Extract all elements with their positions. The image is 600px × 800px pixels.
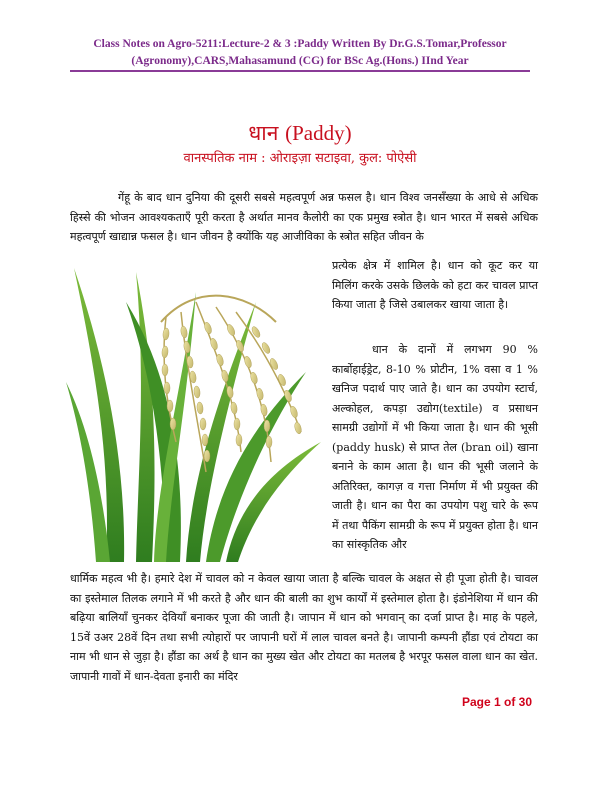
- page-number: Page 1 of 30: [461, 695, 532, 709]
- document-header: [40, 36, 560, 70]
- header-line-2: (Agronomy),CARS,Mahasamund (CG) for BSc Ag.(Hons.) IInd Year: [131, 55, 469, 67]
- header-line-1: Class Notes on Agro-5211:Lecture-2 & 3 :Paddy Written By Dr.G.S.Tomar,Professor: [93, 38, 507, 50]
- paragraph-milling: प्रत्येक क्षेत्र में शामिल है। धान को कूट कर या मिलिंग करके उसके छिलके को हटा कर चावल प्राप्त किया जाता है जिसे उबालकर खाया जाता है।: [332, 259, 538, 311]
- paragraph-intro: गेंहू के बाद धान दुनिया की दूसरी सबसे महत्वपूर्ण अन्न फसल है। धान विश्व जनसँख्या के आधे से अधिक हिस्से की भोजन आवश्यकताएँ पूरी करता है अर्थात मानव कैलोरी का एक प्रमुख स्त्रोत है। धान भारत में सबसे अधिक महत्वपूर्ण खाद्यान्न फसल है। धान जीवन है क्योंकि यह आजीविका के स्त्रोत सहित जीवन के: [70, 191, 538, 243]
- paragraph-composition: धान के दानों में लगभग 90 % कार्बोहाईड्रेट, 8-10 % प्रोटीन, 1% वसा व 1 % खनिज पदार्थ पाए जाते है। धान का उपयोग स्टार्च, अल्कोहल, कपड़ा उद्योग(textile) व प्रसाधन सामग्री उद्योगों में भी किया जाता है। धान की भूसी (paddy husk) से प्राप्त तेल (bran oil) खाना बनाने के काम आता है। धान की भूसी जलाने के अतिरिक्त, कागज़ व गत्ता निर्माण में भी प्रयुक्त की जाती है। धान का पैरा का उपयोग पशु चारे के रूप में तथा पैकिंग सामग्री के रूप में प्रयुक्त होता है। धान का सांस्कृतिक और: [332, 343, 538, 551]
- paddy-plant-icon: [66, 262, 328, 562]
- paragraph-cultural: धार्मिक महत्व भी है। हमारे देश में चावल को न केवल खाया जाता है बल्कि चावल के अक्षत से ही पूजा होती है। चावल का इस्तेमाल तिलक लगाने में भी करते है और धान की बाली का शुभ कार्यों में इस्तेमाल होता है। इंडोनेशिया में धान की बढ़िया बालियाँ चुनकर देवियाँ बनाकर पूजा की जाती है। जापान में धान को भगवान् का दर्जा प्राप्त है। माह के पहले, 15वें उअर 28वें दिन तथा सभी त्योहारों पर जापानी घरों में लाल चावल बनते है। जापानी कम्पनी हौंडा एवं टोयटा का नाम भी धान से जुड़ा है। हौंडा का अर्थ है धान का मुख्य खेत और टोयटा का मतलब है भरपूर फसल वाला धान का खेत. जापानी गावों में धान-देवता इनारी का मंदिर: [70, 572, 538, 683]
- title-latin: (Paddy): [285, 121, 352, 145]
- paddy-plant-illustration: [66, 262, 328, 562]
- header-divider: [70, 70, 530, 72]
- botanical-name-subtitle: वानस्पतिक नाम : ओराइज़ा सटाइवा, कुल: पोऐसी: [183, 151, 417, 166]
- page-title: [0, 121, 600, 145]
- title-hindi: धान: [248, 121, 279, 145]
